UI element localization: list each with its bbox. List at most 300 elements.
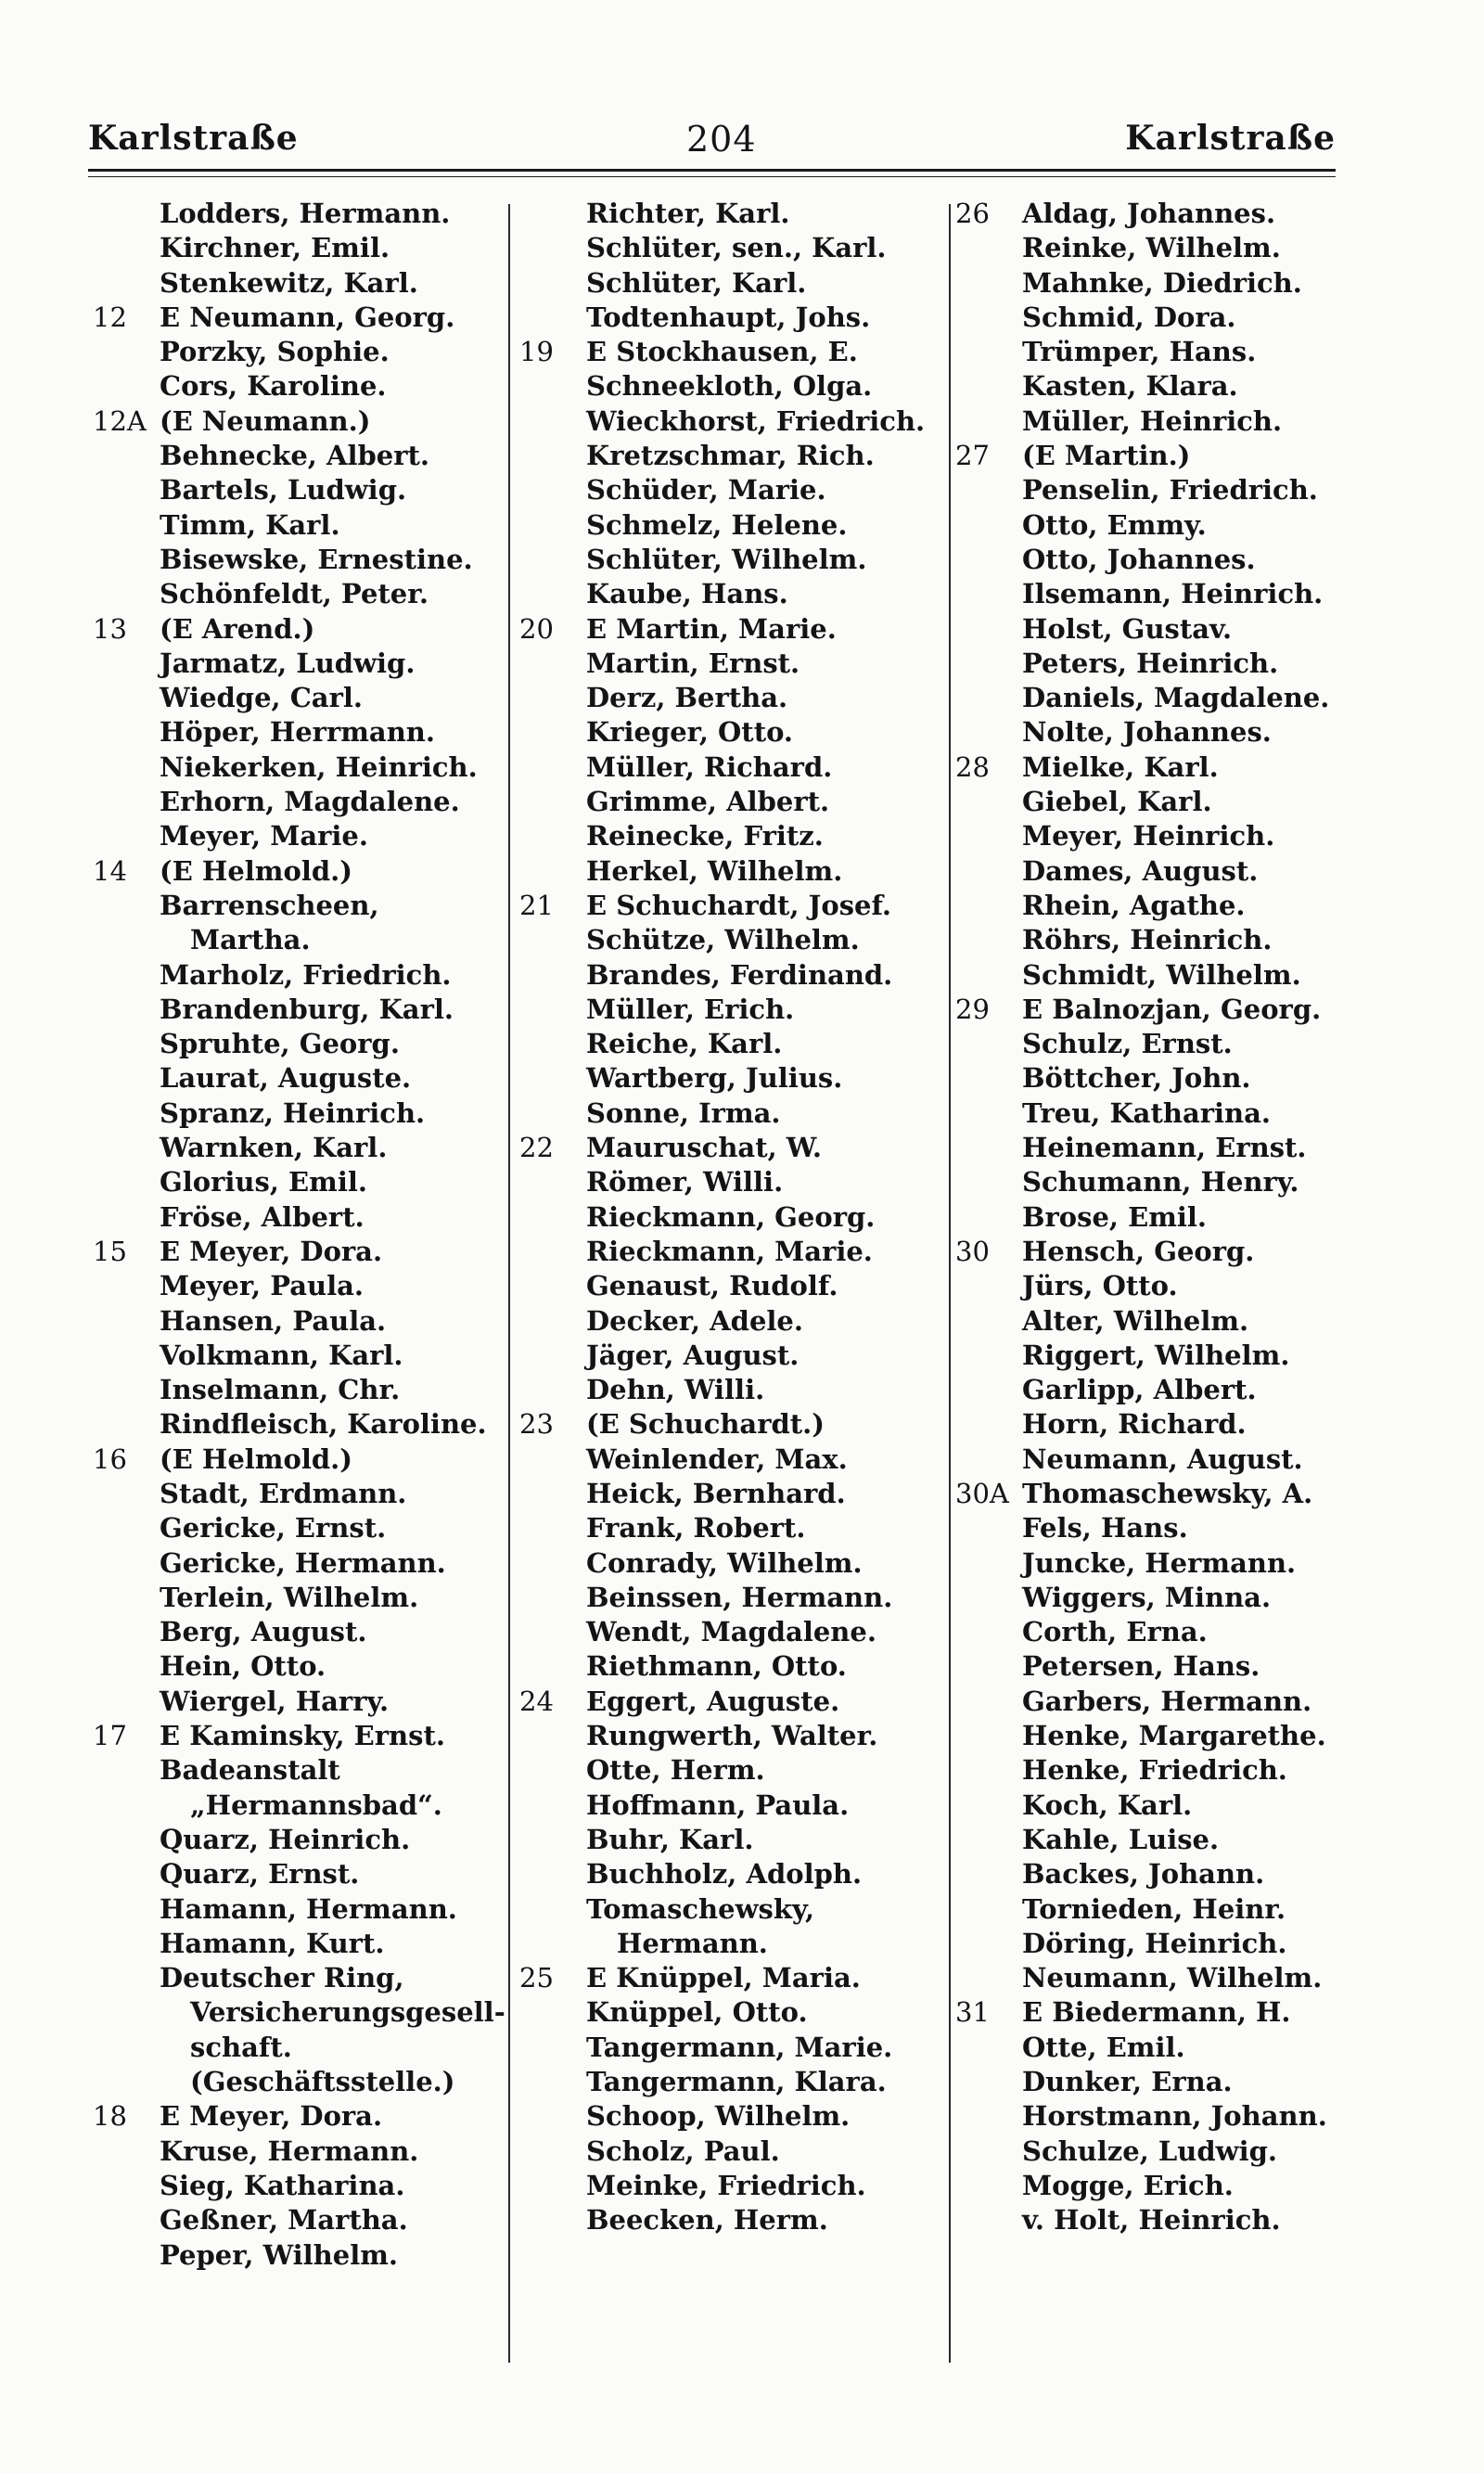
directory-entry: [519, 2065, 946, 2099]
resident-name: Müller, Richard.: [586, 750, 833, 783]
directory-entry: [955, 266, 1401, 301]
directory-entry: [93, 2238, 505, 2273]
directory-entry: [955, 1304, 1401, 1339]
resident-name: Spranz, Heinrich.: [160, 1096, 426, 1129]
directory-entry: [93, 1442, 505, 1477]
directory-entry: [519, 1788, 946, 1823]
directory-entry: [519, 543, 946, 577]
directory-entry: [519, 889, 946, 923]
house-number: 19: [519, 336, 554, 368]
directory-entry: [955, 1581, 1401, 1615]
directory-entry: [519, 508, 946, 543]
resident-name: Hensch, Georg.: [1022, 1235, 1255, 1267]
resident-name: Otto, Johannes.: [1022, 543, 1256, 575]
directory-entry: [955, 1200, 1401, 1235]
resident-name: E Meyer, Dora.: [160, 1235, 383, 1267]
resident-name: Reiche, Karl.: [586, 1028, 783, 1060]
resident-name: Horstmann, Johann.: [1022, 2100, 1327, 2133]
resident-name: Schmidt, Wilhelm.: [1022, 958, 1301, 991]
resident-name: Wiedge, Carl.: [160, 682, 363, 714]
resident-name: Versicherungsgesell-: [190, 1996, 505, 2029]
directory-entry: [519, 1649, 946, 1684]
resident-name: E Knüppel, Maria.: [586, 1962, 861, 1994]
resident-name: Brandes, Ferdinand.: [586, 958, 893, 991]
resident-name: Wiggers, Minna.: [1022, 1581, 1272, 1613]
resident-name: Mogge, Erich.: [1022, 2169, 1234, 2201]
resident-name: (E Neumann.): [160, 404, 371, 437]
directory-entry: [519, 1131, 946, 1165]
resident-name: Rindfleisch, Karoline.: [160, 1408, 487, 1441]
resident-name: Tornieden, Heinr.: [1022, 1892, 1286, 1925]
directory-entry: [955, 2169, 1401, 2203]
resident-name: Aldag, Johannes.: [1022, 198, 1276, 229]
directory-entry: [955, 958, 1401, 993]
directory-entry: [955, 681, 1401, 715]
resident-name: Erhorn, Magdalene.: [160, 786, 460, 818]
directory-entry: [93, 1581, 505, 1615]
resident-name: Schlüter, Wilhelm.: [586, 543, 867, 575]
resident-name: Weinlender, Max.: [586, 1442, 848, 1475]
directory-entry: [955, 2099, 1401, 2134]
directory-entry: [519, 1477, 946, 1511]
directory-entry: [955, 543, 1401, 577]
resident-name: Lodders, Hermann.: [160, 198, 451, 229]
house-number: 29: [955, 993, 990, 1025]
directory-entry: [955, 2031, 1401, 2065]
resident-name: Rieckmann, Georg.: [586, 1200, 876, 1233]
resident-name: Trümper, Hans.: [1022, 336, 1257, 368]
resident-name: Schulz, Ernst.: [1022, 1028, 1233, 1060]
resident-name: Mahnke, Diedrich.: [1022, 266, 1302, 299]
house-number: 22: [519, 1132, 554, 1164]
house-number: 26: [955, 198, 990, 229]
directory-entry: [519, 1027, 946, 1061]
directory-entry: [93, 2134, 505, 2169]
house-number: 18: [93, 2100, 127, 2133]
resident-name: Heick, Bernhard.: [586, 1477, 846, 1509]
resident-name: (E Arend.): [160, 612, 315, 645]
resident-name: E Balnozjan, Georg.: [1022, 993, 1322, 1025]
resident-name: Hamann, Kurt.: [160, 1927, 385, 1959]
resident-name: Hoffmann, Paula.: [586, 1788, 850, 1821]
resident-name: Decker, Adele.: [586, 1304, 803, 1337]
directory-entry: [93, 369, 505, 404]
directory-entry: [93, 231, 505, 265]
directory-entry: [519, 577, 946, 611]
directory-entry: [955, 1096, 1401, 1131]
directory-entry: [93, 577, 505, 611]
directory-entry: [93, 2031, 505, 2065]
directory-entry: [955, 197, 1401, 231]
directory-entry: [519, 1061, 946, 1096]
house-number: 31: [955, 1996, 990, 2029]
directory-entry: [519, 1857, 946, 1891]
resident-name: Peper, Wilhelm.: [160, 2238, 398, 2271]
resident-name: Behnecke, Albert.: [160, 440, 429, 472]
resident-name: Böttcher, John.: [1022, 1062, 1251, 1095]
resident-name: Berg, August.: [160, 1616, 367, 1648]
directory-entry: [519, 1753, 946, 1788]
directory-entry: [93, 473, 505, 507]
resident-name: Geßner, Martha.: [160, 2204, 408, 2237]
directory-entry: [955, 1753, 1401, 1788]
resident-name: Timm, Karl.: [160, 508, 340, 541]
directory-entry: [955, 889, 1401, 923]
directory-entry: [955, 1027, 1401, 1061]
resident-name: Garlipp, Albert.: [1022, 1374, 1257, 1406]
directory-entry: [93, 923, 505, 957]
directory-entry: [955, 473, 1401, 507]
header-rule-thin: [88, 176, 1336, 177]
resident-name: (Geschäftsstelle.): [190, 2066, 455, 2098]
running-header-right: Karlstraße: [1125, 119, 1336, 158]
resident-name: Jäger, August.: [586, 1339, 800, 1371]
directory-entry: [93, 1685, 505, 1719]
directory-entry: [93, 266, 505, 301]
resident-name: Gericke, Hermann.: [160, 1546, 446, 1579]
resident-name: Kahle, Luise.: [1022, 1823, 1220, 1855]
resident-name: Ilsemann, Heinrich.: [1022, 578, 1324, 610]
directory-entry: [93, 1927, 505, 1961]
resident-name: Genaust, Rudolf.: [586, 1270, 838, 1302]
column-divider: [508, 204, 510, 2363]
directory-entry: [93, 1165, 505, 1199]
directory-entry: [955, 1477, 1401, 1511]
directory-entry: [955, 1927, 1401, 1961]
directory-entry: [955, 301, 1401, 335]
directory-entry: [519, 993, 946, 1027]
resident-name: Deutscher Ring,: [160, 1962, 404, 1994]
directory-entry: [519, 681, 946, 715]
resident-name: Glorius, Emil.: [160, 1166, 367, 1199]
directory-entry: [955, 335, 1401, 369]
resident-name: Treu, Katharina.: [1022, 1096, 1272, 1129]
resident-name: (E Helmold.): [160, 1442, 352, 1475]
directory-entry: [93, 301, 505, 335]
directory-entry: [955, 750, 1401, 785]
resident-name: Beecken, Herm.: [586, 2204, 828, 2237]
directory-entry: [955, 1961, 1401, 1995]
directory-entry: [519, 1823, 946, 1857]
house-number: 27: [955, 440, 990, 472]
resident-name: Meinke, Friedrich.: [586, 2169, 866, 2201]
resident-name: Röhrs, Heinrich.: [1022, 924, 1273, 956]
running-header-left: Karlstraße: [88, 119, 299, 158]
directory-entry: [955, 404, 1401, 439]
directory-entry: [519, 1719, 946, 1753]
column-1: [93, 197, 505, 2273]
directory-entry: [519, 1200, 946, 1235]
directory-entry: [955, 993, 1401, 1027]
resident-name: Buhr, Karl.: [586, 1823, 754, 1855]
resident-name: Reinke, Wilhelm.: [1022, 232, 1281, 264]
resident-name: Holst, Gustav.: [1022, 612, 1233, 645]
resident-name: Koch, Karl.: [1022, 1788, 1193, 1821]
directory-entry: [519, 958, 946, 993]
resident-name: Otto, Emmy.: [1022, 508, 1207, 541]
directory-entry: [519, 1442, 946, 1477]
column-2: [519, 197, 946, 2238]
directory-entry: [519, 1235, 946, 1269]
directory-entry: [93, 1477, 505, 1511]
directory-entry: [519, 612, 946, 647]
resident-name: Rieckmann, Marie.: [586, 1235, 873, 1267]
directory-entry: [93, 197, 505, 231]
resident-name: E Martin, Marie.: [586, 612, 837, 645]
resident-name: Alter, Wilhelm.: [1022, 1304, 1249, 1337]
resident-name: Terlein, Wilhelm.: [160, 1581, 419, 1613]
resident-name: Brose, Emil.: [1022, 1200, 1208, 1233]
house-number: 12A: [93, 404, 147, 437]
resident-name: Meyer, Paula.: [160, 1270, 365, 1302]
resident-name: Scholz, Paul.: [586, 2134, 780, 2167]
directory-entry: [519, 715, 946, 750]
directory-entry: [519, 473, 946, 507]
resident-name: Schüder, Marie.: [586, 474, 826, 506]
directory-entry: [93, 1339, 505, 1373]
directory-entry: [955, 2134, 1401, 2169]
resident-name: E Schuchardt, Josef.: [586, 889, 892, 921]
directory-entry: [519, 266, 946, 301]
column-3: [955, 197, 1401, 2238]
resident-name: Volkmann, Karl.: [160, 1339, 403, 1371]
resident-name: Hermann.: [617, 1927, 768, 1959]
resident-name: Kruse, Hermann.: [160, 2134, 419, 2167]
resident-name: Riethmann, Otto.: [586, 1650, 847, 1683]
resident-name: Kretzschmar, Rich.: [586, 440, 875, 472]
resident-name: Jarmatz, Ludwig.: [160, 647, 416, 679]
resident-name: Juncke, Hermann.: [1022, 1546, 1297, 1579]
directory-entry: [519, 1581, 946, 1615]
directory-entry: [955, 1823, 1401, 1857]
resident-name: Höper, Herrmann.: [160, 716, 435, 749]
directory-entry: [955, 1269, 1401, 1303]
resident-name: E Stockhausen, E.: [586, 336, 858, 368]
directory-entry: [955, 1719, 1401, 1753]
resident-name: Schmid, Dora.: [1022, 301, 1236, 333]
directory-entry: [93, 1511, 505, 1545]
resident-name: Schumann, Henry.: [1022, 1166, 1299, 1199]
directory-entry: [93, 612, 505, 647]
directory-entry: [519, 1373, 946, 1407]
directory-entry: [519, 2031, 946, 2065]
resident-name: Grimme, Albert.: [586, 786, 830, 818]
directory-entry: [93, 1061, 505, 1096]
resident-name: Otte, Emil.: [1022, 2031, 1185, 2063]
resident-name: Derz, Bertha.: [586, 682, 788, 714]
directory-entry: [519, 785, 946, 819]
resident-name: Barrenscheen,: [160, 889, 379, 921]
resident-name: Giebel, Karl.: [1022, 786, 1212, 818]
resident-name: Römer, Willi.: [586, 1166, 784, 1199]
directory-entry: [955, 715, 1401, 750]
resident-name: Todtenhaupt, Johs.: [586, 301, 871, 333]
directory-entry: [955, 1788, 1401, 1823]
resident-name: Stadt, Erdmann.: [160, 1477, 407, 1509]
resident-name: Schmelz, Helene.: [586, 508, 848, 541]
resident-name: Kirchner, Emil.: [160, 232, 390, 264]
directory-entry: [93, 2099, 505, 2134]
resident-name: Müller, Heinrich.: [1022, 404, 1283, 437]
page-number: 204: [686, 119, 757, 160]
directory-entry: [955, 1061, 1401, 1096]
directory-entry: [93, 1027, 505, 1061]
directory-entry: [519, 1269, 946, 1303]
resident-name: Niekerken, Heinrich.: [160, 750, 478, 783]
resident-name: E Biedermann, H.: [1022, 1996, 1291, 2029]
directory-entry: [519, 1511, 946, 1545]
resident-name: Jürs, Otto.: [1022, 1270, 1178, 1302]
house-number: 25: [519, 1962, 554, 1994]
resident-name: Sonne, Irma.: [586, 1096, 781, 1129]
resident-name: Cors, Karoline.: [160, 370, 387, 403]
directory-entry: [93, 543, 505, 577]
house-number: 24: [519, 1685, 554, 1717]
directory-entry: [93, 2203, 505, 2237]
resident-name: Neumann, Wilhelm.: [1022, 1962, 1323, 1994]
directory-entry: [955, 1857, 1401, 1891]
resident-name: Frank, Robert.: [586, 1512, 806, 1545]
directory-entry: [955, 1649, 1401, 1684]
resident-name: Rhein, Agathe.: [1022, 889, 1246, 921]
house-number: 28: [955, 750, 990, 783]
resident-name: Bartels, Ludwig.: [160, 474, 407, 506]
resident-name: E Meyer, Dora.: [160, 2100, 383, 2133]
directory-entry: [93, 439, 505, 473]
resident-name: Peters, Heinrich.: [1022, 647, 1279, 679]
directory-entry: [519, 923, 946, 957]
directory-entry: [519, 404, 946, 439]
resident-name: (E Martin.): [1022, 440, 1191, 472]
directory-entry: [93, 1961, 505, 1995]
resident-name: Gericke, Ernst.: [160, 1512, 387, 1545]
resident-name: Eggert, Auguste.: [586, 1685, 840, 1717]
resident-name: (E Schuchardt.): [586, 1408, 825, 1441]
resident-name: Meyer, Heinrich.: [1022, 820, 1275, 852]
directory-entry: [93, 647, 505, 681]
resident-name: Riggert, Wilhelm.: [1022, 1339, 1290, 1371]
resident-name: Badeanstalt: [160, 1754, 340, 1787]
directory-entry: [519, 2134, 946, 2169]
directory-entry: [93, 715, 505, 750]
directory-entry: [93, 2169, 505, 2203]
resident-name: Wiergel, Harry.: [160, 1685, 390, 1717]
directory-entry: [955, 1615, 1401, 1649]
directory-entry: [93, 1407, 505, 1442]
directory-entry: [93, 889, 505, 923]
directory-entry: [519, 819, 946, 853]
directory-entry: [93, 2065, 505, 2099]
resident-name: Dunker, Erna.: [1022, 2066, 1233, 2098]
directory-entry: [93, 1304, 505, 1339]
directory-entry: [955, 439, 1401, 473]
resident-name: Hamann, Hermann.: [160, 1892, 457, 1925]
directory-entry: [519, 1407, 946, 1442]
directory-entry: [93, 819, 505, 853]
resident-name: Fels, Hans.: [1022, 1512, 1188, 1545]
directory-entry: [519, 439, 946, 473]
resident-name: Wendt, Magdalene.: [586, 1616, 876, 1648]
directory-entry: [93, 1892, 505, 1927]
directory-entry: [93, 1788, 505, 1823]
house-number: 16: [93, 1442, 127, 1475]
resident-name: Martin, Ernst.: [586, 647, 800, 679]
house-number: 13: [93, 612, 127, 645]
resident-name: schaft.: [190, 2031, 292, 2063]
directory-entry: [93, 1823, 505, 1857]
directory-entry: [93, 1096, 505, 1131]
directory-entry: [93, 1753, 505, 1788]
directory-entry: [93, 681, 505, 715]
directory-entry: [93, 1719, 505, 1753]
directory-entry: [93, 508, 505, 543]
resident-name: Petersen, Hans.: [1022, 1650, 1260, 1683]
directory-entry: [93, 404, 505, 439]
resident-name: (E Helmold.): [160, 854, 352, 887]
directory-entry: [955, 1165, 1401, 1199]
resident-name: Warnken, Karl.: [160, 1132, 388, 1164]
directory-entry: [519, 335, 946, 369]
resident-name: Wieckhorst, Friedrich.: [586, 404, 926, 437]
directory-entry: [519, 2099, 946, 2134]
directory-entry: [955, 2203, 1401, 2237]
directory-entry: [955, 854, 1401, 889]
directory-entry: [93, 1200, 505, 1235]
directory-entry: [519, 231, 946, 265]
directory-entry: [93, 750, 505, 785]
directory-entry: [955, 1442, 1401, 1477]
directory-entry: [519, 2203, 946, 2237]
directory-entry: [955, 819, 1401, 853]
resident-name: „Hermannsbad“.: [190, 1788, 442, 1821]
directory-entry: [955, 1131, 1401, 1165]
directory-entry: [955, 369, 1401, 404]
resident-name: Spruhte, Georg.: [160, 1028, 400, 1060]
resident-name: Wartberg, Julius.: [586, 1062, 843, 1095]
house-number: 17: [93, 1720, 127, 1752]
directory-entry: [93, 1857, 505, 1891]
resident-name: Dehn, Willi.: [586, 1374, 765, 1406]
resident-name: Schönfeldt, Peter.: [160, 578, 429, 610]
directory-entry: [955, 612, 1401, 647]
resident-name: Schneekloth, Olga.: [586, 370, 873, 403]
resident-name: Henke, Margarethe.: [1022, 1720, 1326, 1752]
directory-entry: [93, 958, 505, 993]
directory-entry: [93, 993, 505, 1027]
resident-name: E Kaminsky, Ernst.: [160, 1720, 445, 1752]
resident-name: Schoop, Wilhelm.: [586, 2100, 851, 2133]
column-divider: [949, 204, 951, 2363]
resident-name: Meyer, Marie.: [160, 820, 368, 852]
resident-name: Schlüter, Karl.: [586, 266, 807, 299]
directory-entry: [955, 1373, 1401, 1407]
directory-entry: [93, 785, 505, 819]
directory-entry: [955, 1892, 1401, 1927]
resident-name: Laurat, Auguste.: [160, 1062, 412, 1095]
resident-name: Henke, Friedrich.: [1022, 1754, 1287, 1787]
resident-name: Krieger, Otto.: [586, 716, 794, 749]
resident-name: Inselmann, Chr.: [160, 1374, 401, 1406]
resident-name: E Neumann, Georg.: [160, 301, 455, 333]
directory-entry: [93, 1131, 505, 1165]
resident-name: Daniels, Magdalene.: [1022, 682, 1330, 714]
house-number: 14: [93, 854, 127, 887]
directory-entry: [955, 231, 1401, 265]
resident-name: Reinecke, Fritz.: [586, 820, 824, 852]
directory-entry: [93, 1615, 505, 1649]
resident-name: Penselin, Friedrich.: [1022, 474, 1318, 506]
resident-name: Heinemann, Ernst.: [1022, 1132, 1307, 1164]
